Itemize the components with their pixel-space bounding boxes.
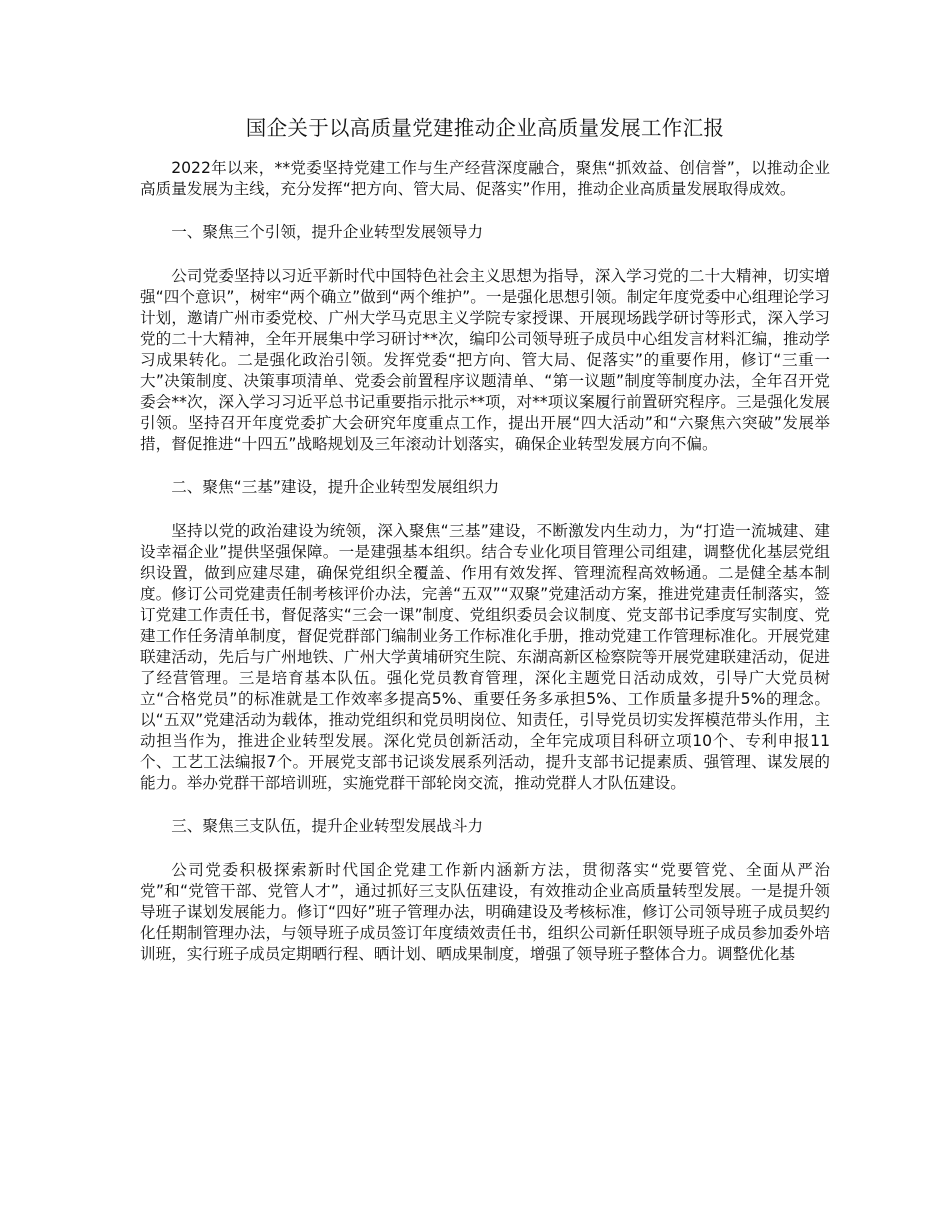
section-3-heading: 三、聚焦三支队伍，提升企业转型发展战斗力: [171, 817, 484, 835]
intro-paragraph: 2022年以来，**党委坚持党建工作与生产经营深度融合，聚焦“抓效益、创信誉”，以推动企业高质量发展为主线，充分发挥“把方向、管大局、促落实”作用，推动企业高质量发展取得成效。: [140, 159, 830, 198]
section-2-heading: 二、聚焦“三基”建设，提升企业转型发展组织力: [171, 478, 500, 496]
section-1-body: 公司党委坚持以习近平新时代中国特色社会主义思想为指导，深入学习党的二十大精神，切实增强“四个意识”，树牢“两个确立”做到“两个维护”。一是强化思想引领。制定年度党委中心组理论学习计划，邀请广州市委党校、广州大学马克思主义学院专家授课、开展现场践学研讨等形式，深入学习党的二十大精神，全年开展集中学习研讨**次，编印公司领导班子成员中心组发言材料汇编，推动学习成果转化。二是强化政治引领。发挥党委“把方向、管大局、促落实”的重要作用，修订“三重一大”决策制度、决策事项清单、党委会前置程序议题清单、“第一议题”制度等制度办法，全年召开党委会**次，深入学习习近平总书记重要指示批示**项，对**项议案履行前置研究程序。三是强化发展引领。坚持召开年度党委扩大会研究年度重点工作，提出开展“四大活动”和“六聚焦六突破”发展举措，督促推进“十四五”战略规划及三年滚动计划落实，确保企业转型发展方向不偏。: [140, 267, 830, 453]
section-1-heading: 一、聚焦三个引领，提升企业转型发展领导力: [171, 223, 484, 241]
document-page: [140, 108, 830, 965]
section-3-body: 公司党委积极探索新时代国企党建工作新内涵新方法，贯彻落实“党要管党、全面从严治党”和“党管干部、党管人才”，通过抓好三支队伍建设，有效推动企业高质量转型发展。一是提升领导班子谋划发展能力。修订“四好”班子管理办法，明确建设及考核标准，修订公司领导班子成员契约化任期制管理办法，与领导班子成员签订年度绩效责任书，组织公司新任职领导班子成员参加委外培训班，实行班子成员定期晒行程、晒计划、晒成果制度，增强了领导班子整体合力。调整优化基: [140, 861, 830, 963]
section-2-body: 坚持以党的政治建设为统领，深入聚焦“三基”建设，不断激发内生动力，为“打造一流城建、建设幸福企业”提供坚强保障。一是建强基本组织。结合专业化项目管理公司组建，调整优化基层党组织设置，做到应建尽建，确保党组织全覆盖、作用有效发挥、管理流程高效畅通。二是健全基本制度。修订公司党建责任制考核评价办法，完善“五双”“双聚”党建活动方案，推进党建责任制落实，签订党建工作责任书，督促落实“三会一课”制度、党组织委员会议制度、党支部书记季度写实制度、党建工作任务清单制度，督促党群部门编制业务工作标准化手册，推动党建工作管理标准化。开展党建联建活动，先后与广州地铁、广州大学黄埔研究生院、东湖高新区检察院等开展党建联建活动，促进了经营管理。三是培育基本队伍。强化党员教育管理，深化主题党日活动成效，引导广大党员树立“合格党员”的标准就是工作效率多提高5%、重要任务多承担5%、工作质量多提升5%的理念。以“五双”党建活动为载体，推动党组织和党员明岗位、知责任，引导党员切实发挥模范带头作用，主动担当作为，推进企业转型发展。深化党员创新活动，全年完成项目科研立项10个、专利申报11个、工艺工法编报7个。开展党支部书记谈发展系列活动，提升支部书记提素质、强管理、谋发展的能力。举办党群干部培训班，实施党群干部轮岗交流，推动党群人才队伍建设。: [140, 522, 830, 792]
document-title: 国企关于以高质量党建推动企业高质量发展工作汇报: [245, 116, 725, 140]
